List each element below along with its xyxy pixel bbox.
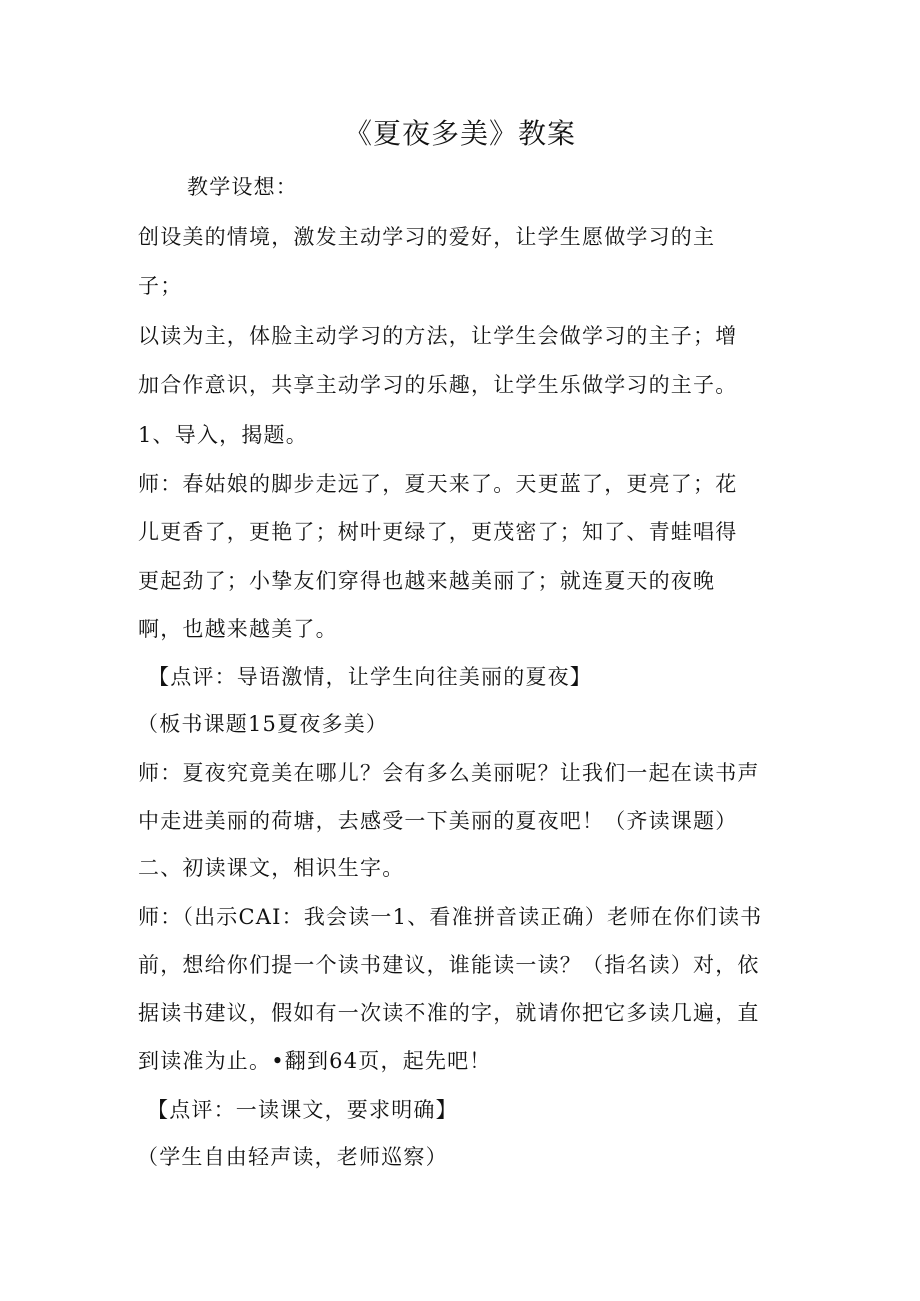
paragraph-line: 师：（出示CAI：我会读一1、看准拼音读正确）老师在你们读书	[138, 905, 763, 929]
paragraph-line: 中走进美丽的荷塘，去感受一下美丽的夏夜吧！（齐读课题）	[138, 809, 738, 833]
paragraph-line: 创设美的情境，激发主动学习的爱好，让学生愿做学习的主	[138, 225, 716, 249]
activity-note-line: （学生自由轻声读，老师巡察）	[137, 1145, 448, 1169]
board-note-line: （板书课题15夏夜多美）	[137, 712, 389, 736]
paragraph-line: 到读准为止。•翻到64页，起先吧！	[138, 1049, 492, 1073]
paragraph-line: 啊，也越来越美了。	[138, 617, 338, 641]
paragraph-line: 以读为主，体脸主动学习的方法，让学生会做学习的主子；增	[138, 324, 738, 348]
paragraph-line: 师：春姑娘的脚步走远了，夏天来了。天更蓝了，更亮了；花	[138, 472, 738, 496]
paragraph-line: 据读书建议，假如有一次读不准的字，就请你把它多读几遍，直	[138, 1001, 760, 1025]
paragraph-line: 子；	[138, 274, 183, 298]
paragraph-line: 儿更香了，更艳了；树叶更绿了，更茂密了；知了、青蛙唱得	[138, 520, 738, 544]
paragraph-line: 更起劲了；小挚友们穿得也越来越美丽了；就连夏天的夜晚	[138, 569, 716, 593]
section-heading-first-reading: 二、初读课文，相识生字。	[138, 856, 405, 880]
paragraph-line: 前，想给你们提一个读书建议，谁能读一读？（指名读）对，依	[138, 953, 760, 977]
section-heading-teaching-idea: 教学设想：	[187, 175, 298, 199]
comment-line: 【点评：一读课文，要求明确】	[147, 1098, 458, 1122]
paragraph-line: 加合作意识，共享主动学习的乐趣，让学生乐做学习的主子。	[138, 373, 738, 397]
paragraph-line: 师：夏夜究竟美在哪儿？会有多么美丽呢？让我们一起在读书声	[138, 761, 760, 785]
comment-line: 【点评：导语激情，让学生向往美丽的夏夜】	[148, 665, 592, 689]
section-heading-intro: 1、导入，揭题。	[138, 423, 308, 447]
document-title: 《夏夜多美》教案	[343, 117, 576, 150]
